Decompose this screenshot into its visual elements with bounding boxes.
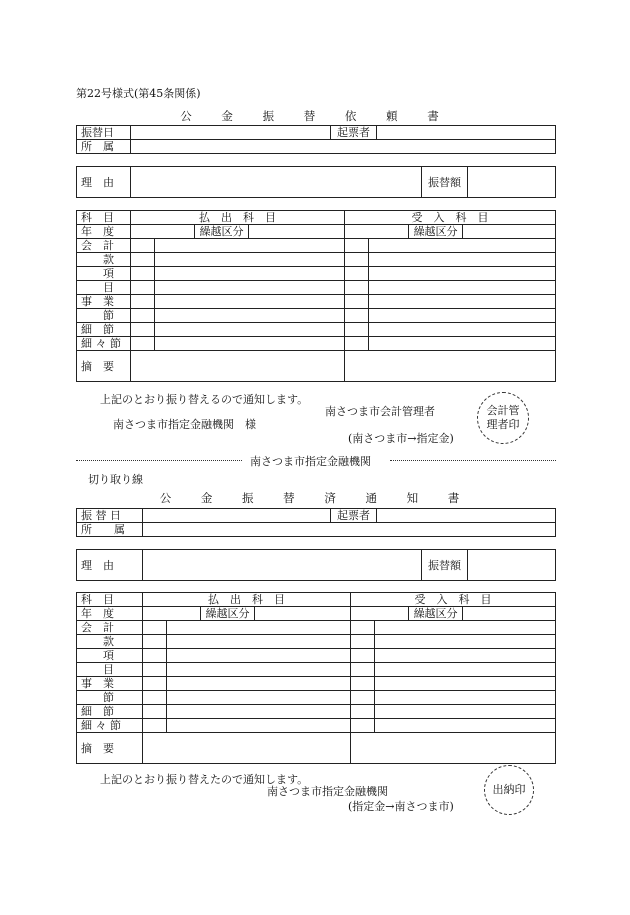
- payout-account-header: 払 出 科 目: [143, 593, 351, 607]
- payout-name[interactable]: [155, 267, 345, 281]
- payout-code[interactable]: [143, 691, 167, 705]
- fiscal-year-label: 年 度: [77, 607, 143, 621]
- payout-name[interactable]: [155, 337, 345, 351]
- receipt-name[interactable]: [369, 323, 556, 337]
- payout-code[interactable]: [143, 705, 167, 719]
- row-label-kan: 款: [77, 635, 143, 649]
- receipt-code[interactable]: [351, 719, 375, 733]
- form-number: 第22号様式(第45条関係): [76, 87, 201, 100]
- receipt-name[interactable]: [375, 649, 556, 663]
- cut-line-center-text: 南さつま市指定金融機関: [250, 455, 371, 468]
- payout-name[interactable]: [167, 719, 351, 733]
- row-label-moku: 目: [77, 663, 143, 677]
- receipt-year-field[interactable]: [345, 225, 409, 239]
- receipt-name[interactable]: [375, 663, 556, 677]
- title-request: 公 金 振 替 依 頼 書: [180, 109, 452, 123]
- transfer-date-field[interactable]: [143, 509, 331, 523]
- reason-table-1: [76, 166, 556, 198]
- transfer-date-field[interactable]: [131, 126, 331, 140]
- receipt-name[interactable]: [369, 337, 556, 351]
- cut-line-label: 切り取り線: [88, 473, 143, 486]
- payout-year-field[interactable]: [143, 607, 201, 621]
- receipt-account-header: 受 入 科 目: [351, 593, 556, 607]
- payout-code[interactable]: [131, 295, 155, 309]
- row-label-jigyou: 事 業: [77, 677, 143, 691]
- payout-code[interactable]: [143, 663, 167, 677]
- payout-code[interactable]: [131, 337, 155, 351]
- cut-line-right: [390, 460, 556, 461]
- addressee-1: 南さつま市指定金融機関 様: [113, 418, 256, 431]
- account-table-2: [76, 592, 556, 764]
- receipt-code[interactable]: [345, 281, 369, 295]
- row-label-moku: 目: [77, 281, 131, 295]
- receipt-carryover-label: 繰越区分: [409, 607, 463, 621]
- payout-carryover-field[interactable]: [255, 607, 351, 621]
- transfer-amount-field[interactable]: [468, 550, 556, 581]
- summary-label: 摘 要: [77, 733, 143, 764]
- payout-code[interactable]: [131, 239, 155, 253]
- payout-code[interactable]: [143, 677, 167, 691]
- payout-account-header: 払 出 科 目: [131, 211, 345, 225]
- notice-text-2: 上記のとおり振り替えたので通知します。: [100, 773, 309, 786]
- receipt-year-field[interactable]: [351, 607, 409, 621]
- row-label-kaikei: 会 計: [77, 621, 143, 635]
- drafter-label: 起票者: [331, 509, 377, 523]
- row-label-saisaisetsu: 細 々 節: [77, 337, 131, 351]
- receipt-code[interactable]: [351, 663, 375, 677]
- receipt-name[interactable]: [375, 621, 556, 635]
- fiscal-year-label: 年 度: [77, 225, 131, 239]
- receipt-code[interactable]: [351, 635, 375, 649]
- receipt-code[interactable]: [351, 649, 375, 663]
- payout-name[interactable]: [155, 281, 345, 295]
- department-label: 所 属: [77, 140, 131, 154]
- seal-text-1: 会計管理者印: [486, 404, 520, 431]
- payout-name[interactable]: [167, 663, 351, 677]
- drafter-label: 起票者: [331, 126, 377, 140]
- direction-1: (南さつま市→指定金): [348, 432, 454, 445]
- payout-name[interactable]: [155, 253, 345, 267]
- department-field[interactable]: [131, 140, 556, 154]
- receipt-name[interactable]: [375, 635, 556, 649]
- receipt-name[interactable]: [369, 281, 556, 295]
- cashier-seal: [484, 765, 534, 815]
- sender-1: 南さつま市会計管理者: [325, 405, 435, 418]
- receipt-code[interactable]: [351, 705, 375, 719]
- department-field[interactable]: [143, 523, 556, 537]
- receipt-summary-field[interactable]: [351, 733, 556, 764]
- row-label-saisetsu: 細 節: [77, 323, 131, 337]
- payout-name[interactable]: [167, 677, 351, 691]
- sender-2: 南さつま市指定金融機関: [267, 785, 388, 798]
- title-completion: 公 金 振 替 済 通 知 書: [159, 491, 473, 505]
- accounting-manager-seal: [477, 392, 529, 444]
- receipt-name[interactable]: [369, 267, 556, 281]
- transfer-amount-label: 振替額: [422, 550, 468, 581]
- receipt-name[interactable]: [369, 239, 556, 253]
- payout-code[interactable]: [131, 267, 155, 281]
- row-label-jigyou: 事 業: [77, 295, 131, 309]
- drafter-field[interactable]: [377, 509, 556, 523]
- receipt-summary-field[interactable]: [345, 351, 556, 382]
- row-label-setsu: 節: [77, 691, 143, 705]
- receipt-code[interactable]: [351, 621, 375, 635]
- transfer-amount-field[interactable]: [468, 167, 556, 198]
- payout-name[interactable]: [167, 621, 351, 635]
- payout-year-field[interactable]: [131, 225, 195, 239]
- receipt-name[interactable]: [375, 691, 556, 705]
- receipt-name[interactable]: [369, 309, 556, 323]
- reason-field[interactable]: [143, 550, 422, 581]
- receipt-code[interactable]: [351, 691, 375, 705]
- payout-name[interactable]: [167, 635, 351, 649]
- row-label-kou: 項: [77, 649, 143, 663]
- cut-line-left: [76, 460, 242, 461]
- receipt-code[interactable]: [345, 267, 369, 281]
- reason-label: 理 由: [77, 550, 143, 581]
- receipt-code[interactable]: [345, 323, 369, 337]
- payout-summary-field[interactable]: [131, 351, 345, 382]
- payout-carryover-label: 繰越区分: [195, 225, 249, 239]
- receipt-name[interactable]: [375, 677, 556, 691]
- drafter-field[interactable]: [377, 126, 556, 140]
- payout-carryover-label: 繰越区分: [201, 607, 255, 621]
- payout-name[interactable]: [155, 295, 345, 309]
- payout-code[interactable]: [131, 309, 155, 323]
- receipt-code[interactable]: [345, 337, 369, 351]
- account-label: 科 目: [77, 211, 131, 225]
- transfer-amount-label: 振替額: [422, 167, 468, 198]
- receipt-name[interactable]: [369, 253, 556, 267]
- payout-name[interactable]: [167, 691, 351, 705]
- receipt-code[interactable]: [345, 309, 369, 323]
- row-label-setsu: 節: [77, 309, 131, 323]
- receipt-name[interactable]: [369, 295, 556, 309]
- payout-carryover-field[interactable]: [249, 225, 345, 239]
- receipt-code[interactable]: [345, 253, 369, 267]
- transfer-date-label: 振替日: [77, 126, 131, 140]
- receipt-name[interactable]: [375, 719, 556, 733]
- payout-code[interactable]: [143, 649, 167, 663]
- payout-name[interactable]: [155, 323, 345, 337]
- row-label-saisetsu: 細 節: [77, 705, 143, 719]
- direction-2: (指定金→南さつま市): [348, 800, 454, 813]
- payout-code[interactable]: [143, 719, 167, 733]
- seal-text-2: 出納印: [492, 783, 526, 796]
- payout-code[interactable]: [143, 635, 167, 649]
- row-label-kan: 款: [77, 253, 131, 267]
- receipt-carryover-label: 繰越区分: [409, 225, 463, 239]
- payout-name[interactable]: [155, 239, 345, 253]
- reason-table-2: [76, 549, 556, 581]
- receipt-carryover-field[interactable]: [463, 607, 556, 621]
- receipt-code[interactable]: [345, 295, 369, 309]
- payout-code[interactable]: [131, 281, 155, 295]
- account-table-1: [76, 210, 556, 382]
- header-table-1: [76, 125, 556, 154]
- row-label-saisaisetsu: 細 々 節: [77, 719, 143, 733]
- payout-code[interactable]: [131, 253, 155, 267]
- summary-label: 摘 要: [77, 351, 131, 382]
- notice-text-1: 上記のとおり振り替えるので通知します。: [100, 393, 309, 406]
- payout-code[interactable]: [143, 621, 167, 635]
- receipt-name[interactable]: [375, 705, 556, 719]
- payout-summary-field[interactable]: [143, 733, 351, 764]
- transfer-date-label: 振 替 日: [77, 509, 143, 523]
- payout-name[interactable]: [167, 649, 351, 663]
- payout-code[interactable]: [131, 323, 155, 337]
- receipt-carryover-field[interactable]: [463, 225, 556, 239]
- account-label: 科 目: [77, 593, 143, 607]
- receipt-code[interactable]: [351, 677, 375, 691]
- row-label-kou: 項: [77, 267, 131, 281]
- department-label: 所 属: [77, 523, 143, 537]
- reason-label: 理 由: [77, 167, 131, 198]
- reason-field[interactable]: [131, 167, 422, 198]
- header-table-2: [76, 508, 556, 537]
- row-label-kaikei: 会 計: [77, 239, 131, 253]
- payout-name[interactable]: [155, 309, 345, 323]
- payout-name[interactable]: [167, 705, 351, 719]
- receipt-code[interactable]: [345, 239, 369, 253]
- receipt-account-header: 受 入 科 目: [345, 211, 556, 225]
